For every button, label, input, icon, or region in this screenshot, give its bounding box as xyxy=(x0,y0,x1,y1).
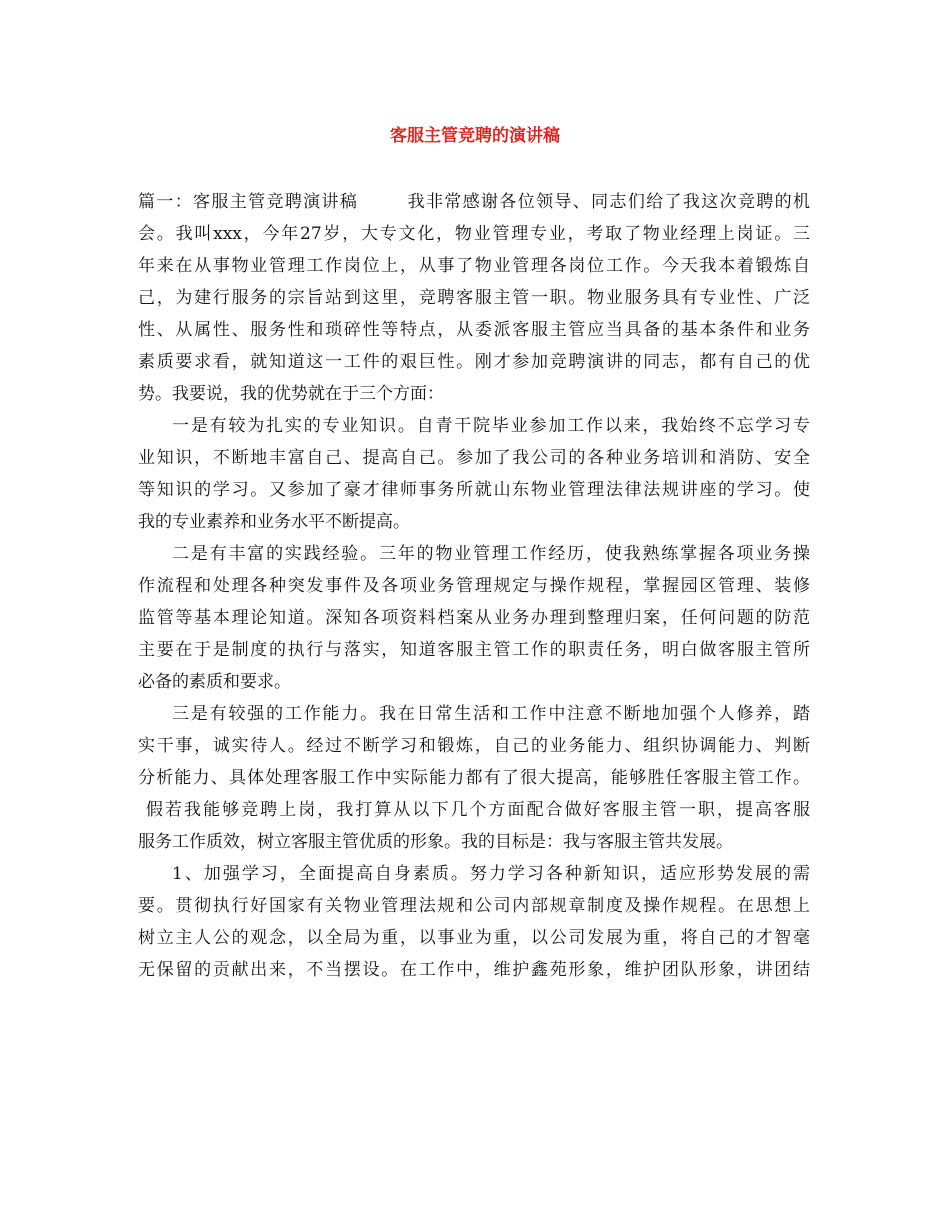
document-body xyxy=(138,186,810,986)
text-line: 年来在从事物业管理工作岗位上，从事了物业管理各岗位工作。今天我本着锻炼自 xyxy=(138,256,810,276)
text-line: 素质要求看，就知道这一工件的艰巨性。刚才参加竞聘演讲的同志，都有自己的优 xyxy=(138,352,810,372)
text-line: 等知识的学习。又参加了豪才律师事务所就山东物业管理法律法规讲座的学习。使 xyxy=(138,480,810,500)
text-run: 我非常感谢各位领导、同志们给了我这次竞聘的机 xyxy=(406,192,810,212)
text-line: 1、加强学习，全面提高自身素质。努力学习各种新知识，适应形势发展的需 xyxy=(172,864,810,884)
text-line: 假若我能够竞聘上岗，我打算从以下几个方面配合做好客服主管一职，提高客服 xyxy=(146,800,810,820)
text-line: 实干事，诚实待人。经过不断学习和锻炼，自己的业务能力、组织协调能力、判断 xyxy=(138,736,810,756)
text-line xyxy=(138,186,810,218)
text-line: 树立主人公的观念，以全局为重，以事业为重，以公司发展为重，将自己的才智毫 xyxy=(138,928,810,948)
text-line: 服务工作质效，树立客服主管优质的形象。我的目标是：我与客服主管共发展。 xyxy=(138,832,733,852)
text-line: 我的专业素养和业务水平不断提高。 xyxy=(138,512,410,532)
text-line: 会。我叫xxx，今年27岁，大专文化，物业管理专业，考取了物业经理上岗证。三 xyxy=(138,224,810,244)
text-line: 作流程和处理各种突发事件及各项业务管理规定与操作规程，掌握园区管理、装修 xyxy=(138,576,810,596)
text-line: 必备的素质和要求。 xyxy=(138,672,291,692)
document-title: 客服主管竞聘的演讲稿 xyxy=(390,126,560,146)
text-line: 一是有较为扎实的专业知识。自青干院毕业参加工作以来，我始终不忘学习专 xyxy=(172,416,810,436)
section-heading: 篇一：客服主管竞聘演讲稿 xyxy=(138,192,359,212)
text-line: 业知识，不断地丰富自己、提高自己。参加了我公司的各种业务培训和消防、安全 xyxy=(138,448,810,468)
text-line: 监管等基本理论知道。深知各项资料档案从业务办理到整理归案，任何问题的防范 xyxy=(138,608,810,628)
text-line: 二是有丰富的实践经验。三年的物业管理工作经历，使我熟练掌握各项业务操 xyxy=(172,544,810,564)
text-line: 要。贯彻执行好国家有关物业管理法规和公司内部规章制度及操作规程。在思想上 xyxy=(138,896,810,916)
text-line: 主要在于是制度的执行与落实，知道客服主管工作的职责任务，明白做客服主管所 xyxy=(138,640,810,660)
text-line: 无保留的贡献出来，不当摆设。在工作中，维护鑫苑形象，维护团队形象，讲团结 xyxy=(138,960,810,980)
text-line: 势。我要说，我的优势就在于三个方面： xyxy=(138,384,444,404)
text-line: 分析能力、具体处理客服工作中实际能力都有了很大提高，能够胜任客服主管工作。 xyxy=(138,768,810,788)
text-line: 三是有较强的工作能力。我在日常生活和工作中注意不断地加强个人修养，踏 xyxy=(172,704,810,724)
text-line: 己，为建行服务的宗旨站到这里，竞聘客服主管一职。物业服务具有专业性、广泛 xyxy=(138,288,810,308)
text-line: 性、从属性、服务性和琐碎性等特点，从委派客服主管应当具备的基本条件和业务 xyxy=(138,320,810,340)
